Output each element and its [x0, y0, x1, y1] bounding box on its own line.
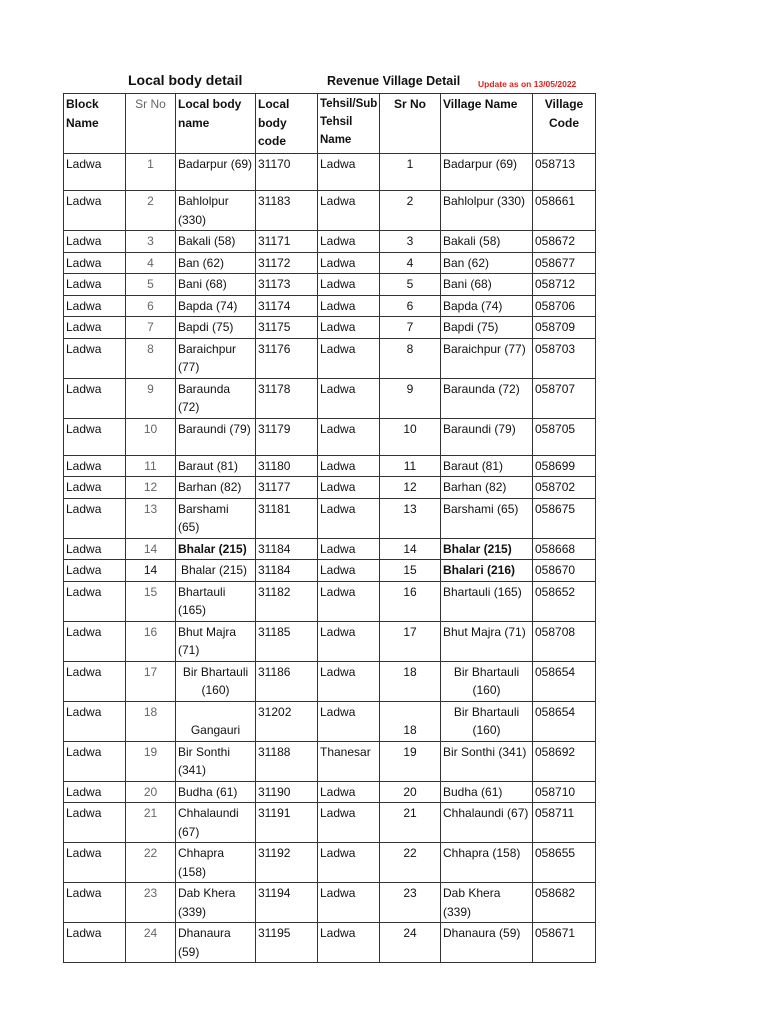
tehsil-cell: Ladwa: [318, 274, 380, 296]
block-cell: Ladwa: [64, 781, 126, 803]
local-body-name-cell: Bani (68): [176, 274, 256, 296]
sr2-cell: 1: [380, 154, 441, 191]
village-code-cell: 058713: [533, 154, 596, 191]
village-name-cell: Dab Khera (339): [441, 883, 533, 923]
local-body-name-cell: Chhapra (158): [176, 843, 256, 883]
table-row: [64, 295, 596, 317]
local-body-name-cell: Baraichpur (77): [176, 338, 256, 378]
sr2-cell: 10: [380, 418, 441, 455]
sr-cell: 22: [126, 843, 176, 883]
local-body-code-cell: 31179: [256, 418, 318, 455]
village-code-cell: 058677: [533, 252, 596, 274]
local-body-name-cell: Bhut Majra (71): [176, 621, 256, 661]
village-code-cell: 058710: [533, 781, 596, 803]
sr2-cell: 18: [380, 701, 441, 741]
village-name-cell: Bhalari (216): [441, 560, 533, 582]
sr2-cell: 24: [380, 923, 441, 963]
tehsil-cell: Ladwa: [318, 498, 380, 538]
tehsil-cell: Ladwa: [318, 923, 380, 963]
sr2-cell: 14: [380, 538, 441, 560]
header-row: [64, 94, 596, 154]
local-body-name-cell: Ban (62): [176, 252, 256, 274]
block-cell: Ladwa: [64, 295, 126, 317]
block-cell: Ladwa: [64, 843, 126, 883]
local-body-code-cell: 31195: [256, 923, 318, 963]
update-date-note: Update as on 13/05/2022: [478, 79, 577, 89]
table-row: [64, 781, 596, 803]
village-code-cell: 058705: [533, 418, 596, 455]
local-body-name-cell: Bhalar (215): [176, 538, 256, 560]
local-body-name-cell: Baraut (81): [176, 455, 256, 477]
sr2-cell: 13: [380, 498, 441, 538]
local-body-code-cell: 31175: [256, 317, 318, 339]
village-name-cell: Bhalar (215): [441, 538, 533, 560]
table-row: [64, 560, 596, 582]
block-cell: Ladwa: [64, 252, 126, 274]
local-body-code-cell: 31186: [256, 661, 318, 701]
sr-cell: 7: [126, 317, 176, 339]
block-cell: Ladwa: [64, 477, 126, 499]
local-body-code-cell: 31172: [256, 252, 318, 274]
village-code-cell: 058672: [533, 231, 596, 253]
local-body-code-cell: 31185: [256, 621, 318, 661]
local-body-name-cell: Bhartauli (165): [176, 581, 256, 621]
village-name-cell: Bir Sonthi (341): [441, 741, 533, 781]
local-body-code-cell: 31188: [256, 741, 318, 781]
tehsil-cell: Ladwa: [318, 701, 380, 741]
village-code-cell: 058675: [533, 498, 596, 538]
local-body-code-cell: 31178: [256, 378, 318, 418]
tehsil-cell: Ladwa: [318, 295, 380, 317]
tehsil-cell: Ladwa: [318, 781, 380, 803]
local-body-code-cell: 31190: [256, 781, 318, 803]
sr-cell: 14: [126, 538, 176, 560]
block-cell: Ladwa: [64, 338, 126, 378]
village-code-cell: 058709: [533, 317, 596, 339]
sr2-cell: 12: [380, 477, 441, 499]
table-row: [64, 154, 596, 191]
local-body-code-cell: 31192: [256, 843, 318, 883]
block-cell: Ladwa: [64, 538, 126, 560]
sr-cell: 2: [126, 191, 176, 231]
table-row: [64, 883, 596, 923]
village-code-cell: 058668: [533, 538, 596, 560]
village-code-cell: 058711: [533, 803, 596, 843]
village-code-cell: 058692: [533, 741, 596, 781]
header-sr-no-2: Sr No: [380, 94, 441, 154]
local-body-name-cell: Bir Sonthi (341): [176, 741, 256, 781]
village-code-cell: 058654: [533, 701, 596, 741]
sr-cell: 8: [126, 338, 176, 378]
local-body-code-cell: 31181: [256, 498, 318, 538]
block-cell: Ladwa: [64, 378, 126, 418]
sr2-cell: 21: [380, 803, 441, 843]
village-name-cell: Barhan (82): [441, 477, 533, 499]
block-cell: Ladwa: [64, 154, 126, 191]
sr-cell: 10: [126, 418, 176, 455]
tehsil-cell: Ladwa: [318, 538, 380, 560]
table-row: [64, 621, 596, 661]
header-village-name: Village Name: [441, 94, 533, 154]
sr2-cell: 20: [380, 781, 441, 803]
local-body-code-cell: 31182: [256, 581, 318, 621]
tehsil-cell: Ladwa: [318, 803, 380, 843]
sr-cell: 6: [126, 295, 176, 317]
block-cell: Ladwa: [64, 231, 126, 253]
table-row: [64, 701, 596, 741]
block-cell: Ladwa: [64, 923, 126, 963]
village-name-cell: Chhapra (158): [441, 843, 533, 883]
village-code-cell: 058702: [533, 477, 596, 499]
tehsil-cell: Ladwa: [318, 191, 380, 231]
block-cell: Ladwa: [64, 661, 126, 701]
table-row: [64, 477, 596, 499]
local-body-code-cell: 31183: [256, 191, 318, 231]
sr2-cell: 17: [380, 621, 441, 661]
table-row: [64, 498, 596, 538]
tehsil-cell: Ladwa: [318, 455, 380, 477]
sr2-cell: 3: [380, 231, 441, 253]
table-row: [64, 378, 596, 418]
table-row: [64, 661, 596, 701]
local-body-name-cell: Bahlolpur (330): [176, 191, 256, 231]
village-name-cell: Dhanaura (59): [441, 923, 533, 963]
header-block-name: Block Name: [64, 94, 126, 154]
local-body-name-cell: Chhalaundi (67): [176, 803, 256, 843]
table-row: [64, 231, 596, 253]
local-body-name-cell: Dhanaura (59): [176, 923, 256, 963]
village-name-cell: Bahlolpur (330): [441, 191, 533, 231]
sr2-cell: 16: [380, 581, 441, 621]
sr2-cell: 5: [380, 274, 441, 296]
village-code-cell: 058654: [533, 661, 596, 701]
village-name-cell: Baraut (81): [441, 455, 533, 477]
block-cell: Ladwa: [64, 191, 126, 231]
village-name-cell: Bakali (58): [441, 231, 533, 253]
sr2-cell: 18: [380, 661, 441, 701]
village-name-cell: Baraunda (72): [441, 378, 533, 418]
header-local-body-name: Local body name: [176, 94, 256, 154]
block-cell: Ladwa: [64, 317, 126, 339]
tehsil-cell: Thanesar: [318, 741, 380, 781]
village-code-cell: 058661: [533, 191, 596, 231]
block-cell: Ladwa: [64, 741, 126, 781]
sr-cell: 17: [126, 661, 176, 701]
sr-cell: 4: [126, 252, 176, 274]
sr-cell: 19: [126, 741, 176, 781]
tehsil-cell: Ladwa: [318, 477, 380, 499]
tehsil-cell: Ladwa: [318, 581, 380, 621]
table-row: [64, 538, 596, 560]
sr2-cell: 11: [380, 455, 441, 477]
tehsil-cell: Ladwa: [318, 560, 380, 582]
table-row: [64, 843, 596, 883]
village-name-cell: Barshami (65): [441, 498, 533, 538]
sr-cell: 9: [126, 378, 176, 418]
block-cell: Ladwa: [64, 418, 126, 455]
local-body-code-cell: 31194: [256, 883, 318, 923]
sr-cell: 11: [126, 455, 176, 477]
table-row: [64, 274, 596, 296]
local-body-name-cell: Badarpur (69): [176, 154, 256, 191]
sr2-cell: 22: [380, 843, 441, 883]
header-local-body-code: Local body code: [256, 94, 318, 154]
sr-cell: 15: [126, 581, 176, 621]
village-code-cell: 058707: [533, 378, 596, 418]
local-body-code-cell: 31177: [256, 477, 318, 499]
local-body-name-cell: Baraunda (72): [176, 378, 256, 418]
local-body-name-cell: Bapdi (75): [176, 317, 256, 339]
sr2-cell: 4: [380, 252, 441, 274]
village-table: [63, 93, 596, 963]
sr2-cell: 23: [380, 883, 441, 923]
sr2-cell: 8: [380, 338, 441, 378]
block-cell: Ladwa: [64, 274, 126, 296]
village-name-cell: Bani (68): [441, 274, 533, 296]
local-body-name-cell: Bapda (74): [176, 295, 256, 317]
table-row: [64, 455, 596, 477]
village-code-cell: 058671: [533, 923, 596, 963]
sr-cell: 3: [126, 231, 176, 253]
sr-cell: 14: [126, 560, 176, 582]
sr-cell: 16: [126, 621, 176, 661]
sr-cell: 12: [126, 477, 176, 499]
block-cell: Ladwa: [64, 581, 126, 621]
table-row: [64, 803, 596, 843]
local-body-code-cell: 31184: [256, 560, 318, 582]
tehsil-cell: Ladwa: [318, 883, 380, 923]
local-body-code-cell: 31191: [256, 803, 318, 843]
header-sr-no: Sr No: [126, 94, 176, 154]
village-code-cell: 058655: [533, 843, 596, 883]
table-row: [64, 418, 596, 455]
local-body-name-cell: Bir Bhartauli (160): [176, 661, 256, 701]
village-name-cell: Bapda (74): [441, 295, 533, 317]
village-name-cell: Bir Bhartauli (160): [441, 701, 533, 741]
sr2-cell: 2: [380, 191, 441, 231]
local-body-code-cell: 31174: [256, 295, 318, 317]
local-body-name-cell: Dab Khera (339): [176, 883, 256, 923]
village-code-cell: 058703: [533, 338, 596, 378]
local-body-code-cell: 31173: [256, 274, 318, 296]
tehsil-cell: Ladwa: [318, 378, 380, 418]
sr2-cell: 19: [380, 741, 441, 781]
village-name-cell: Bapdi (75): [441, 317, 533, 339]
village-code-cell: 058712: [533, 274, 596, 296]
village-name-cell: Bir Bhartauli (160): [441, 661, 533, 701]
village-name-cell: Baraichpur (77): [441, 338, 533, 378]
village-name-cell: Budha (61): [441, 781, 533, 803]
village-name-cell: Bhut Majra (71): [441, 621, 533, 661]
sr-cell: 24: [126, 923, 176, 963]
sr-cell: 1: [126, 154, 176, 191]
sr-cell: 20: [126, 781, 176, 803]
local-body-name-cell: Budha (61): [176, 781, 256, 803]
local-body-code-cell: 31176: [256, 338, 318, 378]
sr2-cell: 7: [380, 317, 441, 339]
local-body-code-cell: 31170: [256, 154, 318, 191]
local-body-code-cell: 31171: [256, 231, 318, 253]
local-body-code-cell: 31184: [256, 538, 318, 560]
local-body-name-cell: Bhalar (215): [176, 560, 256, 582]
revenue-village-title: Revenue Village Detail: [327, 74, 461, 88]
tehsil-cell: Ladwa: [318, 418, 380, 455]
table-row: [64, 741, 596, 781]
table-row: [64, 191, 596, 231]
village-code-cell: 058652: [533, 581, 596, 621]
tehsil-cell: Ladwa: [318, 231, 380, 253]
tehsil-cell: Ladwa: [318, 317, 380, 339]
village-code-cell: 058708: [533, 621, 596, 661]
local-body-title: Local body detail: [128, 72, 243, 88]
tehsil-cell: Ladwa: [318, 252, 380, 274]
tehsil-cell: Ladwa: [318, 338, 380, 378]
local-body-code-cell: 31202: [256, 701, 318, 741]
village-code-cell: 058682: [533, 883, 596, 923]
tehsil-cell: Ladwa: [318, 661, 380, 701]
local-body-name-cell: Gangauri: [176, 701, 256, 741]
block-cell: Ladwa: [64, 498, 126, 538]
table-row: [64, 252, 596, 274]
table-row: [64, 338, 596, 378]
block-cell: Ladwa: [64, 621, 126, 661]
block-cell: Ladwa: [64, 883, 126, 923]
table-row: [64, 581, 596, 621]
sr-cell: 23: [126, 883, 176, 923]
village-code-cell: 058706: [533, 295, 596, 317]
header-tehsil: Tehsil/Sub Tehsil Name: [318, 94, 380, 154]
block-cell: Ladwa: [64, 803, 126, 843]
sr-cell: 18: [126, 701, 176, 741]
tehsil-cell: Ladwa: [318, 621, 380, 661]
sr2-cell: 9: [380, 378, 441, 418]
village-code-cell: 058699: [533, 455, 596, 477]
tehsil-cell: Ladwa: [318, 843, 380, 883]
block-cell: Ladwa: [64, 701, 126, 741]
local-body-name-cell: Barhan (82): [176, 477, 256, 499]
village-name-cell: Badarpur (69): [441, 154, 533, 191]
village-name-cell: Bhartauli (165): [441, 581, 533, 621]
local-body-code-cell: 31180: [256, 455, 318, 477]
sr-cell: 5: [126, 274, 176, 296]
header-village-code: Village Code: [533, 94, 596, 154]
village-name-cell: Ban (62): [441, 252, 533, 274]
sr2-cell: 6: [380, 295, 441, 317]
village-name-cell: Chhalaundi (67): [441, 803, 533, 843]
table-row: [64, 317, 596, 339]
table-row: [64, 923, 596, 963]
village-name-cell: Baraundi (79): [441, 418, 533, 455]
local-body-name-cell: Bakali (58): [176, 231, 256, 253]
village-code-cell: 058670: [533, 560, 596, 582]
block-cell: Ladwa: [64, 560, 126, 582]
sr-cell: 21: [126, 803, 176, 843]
sr-cell: 13: [126, 498, 176, 538]
block-cell: Ladwa: [64, 455, 126, 477]
local-body-name-cell: Barshami (65): [176, 498, 256, 538]
sr2-cell: 15: [380, 560, 441, 582]
tehsil-cell: Ladwa: [318, 154, 380, 191]
local-body-name-cell: Baraundi (79): [176, 418, 256, 455]
